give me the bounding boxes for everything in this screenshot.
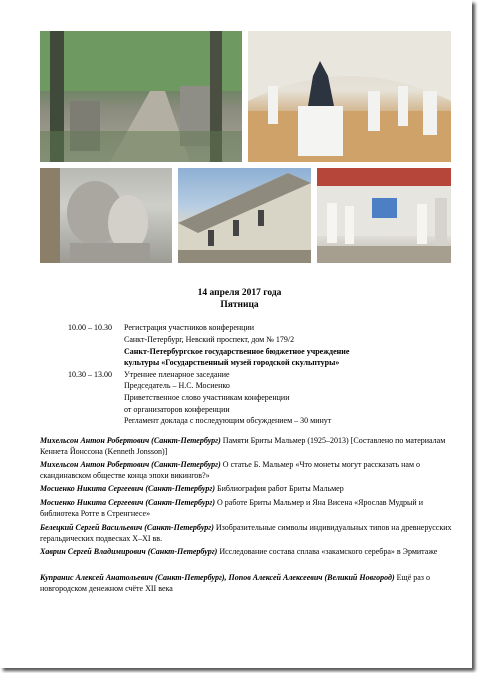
talk-author: Михельсон Антон Робертович (Санкт-Петербург) bbox=[40, 460, 221, 469]
talk-title: Памяти Бриты Мальмер (1925–2013) [Составлено по материалам Кеннета Йонссона (Kenneth Jonsson)] bbox=[40, 436, 446, 456]
talk-title: Библиография работ Бриты Мальмер bbox=[214, 484, 344, 493]
talk-title: О статье Б. Мальмер «Что монеты могут рассказать нам о скандинавском обществе конца эпохи викингов?» bbox=[40, 460, 421, 480]
talk-entry bbox=[40, 460, 455, 482]
schedule-line: Регламент доклада с последующим обсуждением – 30 минут bbox=[124, 416, 332, 425]
talk-author: Белецкий Сергей Васильевич (Санкт-Петербург) bbox=[40, 523, 214, 532]
schedule-line: Санкт-Петербургское государственное бюджетное учреждение bbox=[124, 347, 350, 356]
sculpture-photo bbox=[40, 168, 172, 263]
talk-author: Хаврин Сергей Владимирович (Санкт-Петербург) bbox=[40, 547, 218, 556]
talk-entry bbox=[40, 573, 455, 595]
date-heading: 14 апреля 2017 года bbox=[197, 288, 282, 298]
talk-author: Купранис Алексей Анатольевич (Санкт-Петербург), Попов Алексей Алексеевич (Великий Новгород) bbox=[40, 573, 395, 582]
talk-title: О работе Бриты Мальмер и Яна Висена «Ярослав Мудрый и библиотека Ротге в Стренгнесе» bbox=[40, 498, 423, 518]
schedule-line: культуры «Государственный музей городской скульптуры» bbox=[124, 358, 340, 367]
talk-entry bbox=[40, 484, 455, 495]
talk-author: Мосиенко Никита Сергеевич (Санкт-Петербург) bbox=[40, 498, 215, 507]
talk-entry bbox=[40, 523, 455, 545]
talk-entry bbox=[40, 436, 455, 458]
exhibition-hall-photo bbox=[317, 168, 451, 263]
talk-entry bbox=[40, 547, 455, 558]
schedule-time: 10.00 – 10.30 bbox=[68, 323, 112, 332]
weekday-heading: Пятница bbox=[220, 300, 259, 310]
talk-title: Изобразительные символы индивидуальных типов на древнерусских геральдических подвесках X–XI вв. bbox=[40, 523, 452, 543]
schedule-line: от организаторов конференции bbox=[124, 405, 230, 414]
talk-author: Михельсон Антон Робертович (Санкт-Петербург) bbox=[40, 436, 221, 445]
talk-author: Мосиенко Никита Сергеевич (Санкт-Петербург) bbox=[40, 484, 215, 493]
schedule-line: Утреннее пленарное заседание bbox=[124, 370, 230, 379]
schedule-line: Председатель – Н.С. Мосиенко bbox=[124, 381, 230, 390]
schedule-line: Санкт-Петербург, Невский проспект, дом № 179/2 bbox=[124, 335, 295, 344]
talk-title: Ещё раз о новгородском денежном счёте XII века bbox=[40, 573, 430, 593]
museum-hall-photo bbox=[248, 31, 451, 162]
schedule-time: 10.30 – 13.00 bbox=[68, 370, 112, 379]
talk-title: Исследование состава сплава «закамского серебра» в Эрмитаже bbox=[217, 547, 438, 556]
museum-building-photo bbox=[178, 168, 311, 263]
talk-entry bbox=[40, 498, 455, 520]
schedule-line: Приветственное слово участникам конференции bbox=[124, 393, 290, 402]
schedule-line: Регистрация участников конференции bbox=[124, 323, 255, 332]
cemetery-photo bbox=[40, 31, 242, 162]
